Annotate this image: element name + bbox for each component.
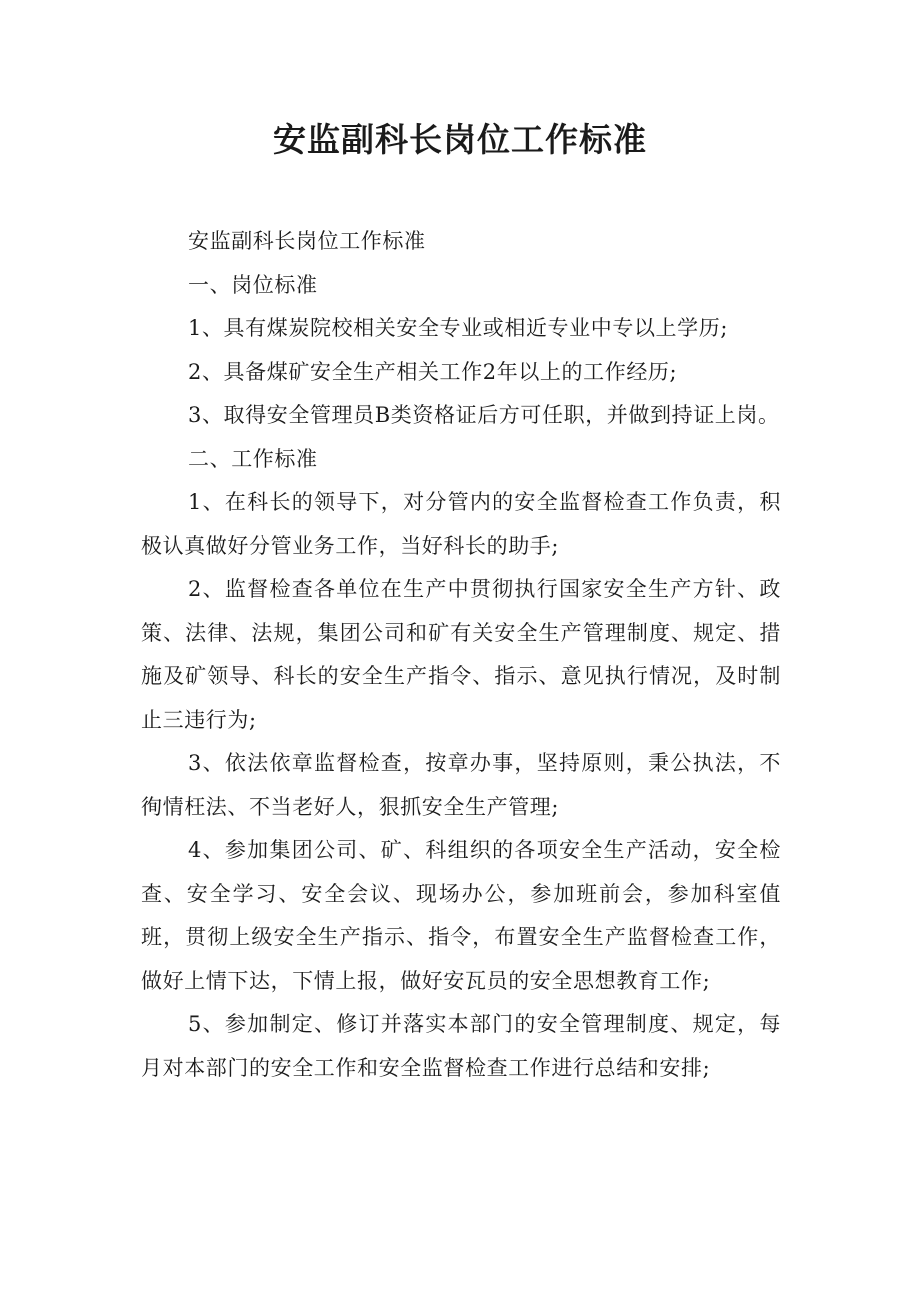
paragraph: 2、监督检查各单位在生产中贯彻执行国家安全生产方针、政策、法律、法规，集团公司和矿有关安全生产管理制度、规定、措施及矿领导、科长的安全生产指令、指示、意见执行情况，及时制止三违行为; [141, 577, 781, 732]
paragraph: 1、具有煤炭院校相关安全专业或相近专业中专以上学历; [188, 316, 729, 340]
paragraph: 3、取得安全管理员B类资格证后方可任职，并做到持证上岗。 [188, 403, 780, 427]
section-heading-work-standard: 二、工作标准 [188, 446, 318, 471]
paragraph-subtitle: 安监副科长岗位工作标准 [188, 229, 426, 253]
section-heading-position-standard: 一、岗位标准 [188, 272, 318, 297]
paragraph: 1、在科长的领导下，对分管内的安全监督检查工作负责，积极认真做好分管业务工作，当好科长的助手; [141, 490, 781, 558]
paragraph: 5、参加制定、修订并落实本部门的安全管理制度、规定，每月对本部门的安全工作和安全监督检查工作进行总结和安排; [141, 1012, 781, 1080]
document-title: 安监副科长岗位工作标准 [273, 120, 647, 159]
paragraph: 4、参加集团公司、矿、科组织的各项安全生产活动，安全检查、安全学习、安全会议、现场办公，参加班前会，参加科室值班，贯彻上级安全生产指示、指令，布置安全生产监督检查工作，做好上情下达，下情上报，做好安瓦员的安全思想教育工作; [141, 838, 781, 993]
paragraph: 2、具备煤矿安全生产相关工作2年以上的工作经历; [188, 359, 678, 384]
paragraph: 3、依法依章监督检查，按章办事，坚持原则，秉公执法，不徇情枉法、不当老好人，狠抓安全生产管理; [141, 751, 781, 819]
document-body [141, 220, 781, 1090]
